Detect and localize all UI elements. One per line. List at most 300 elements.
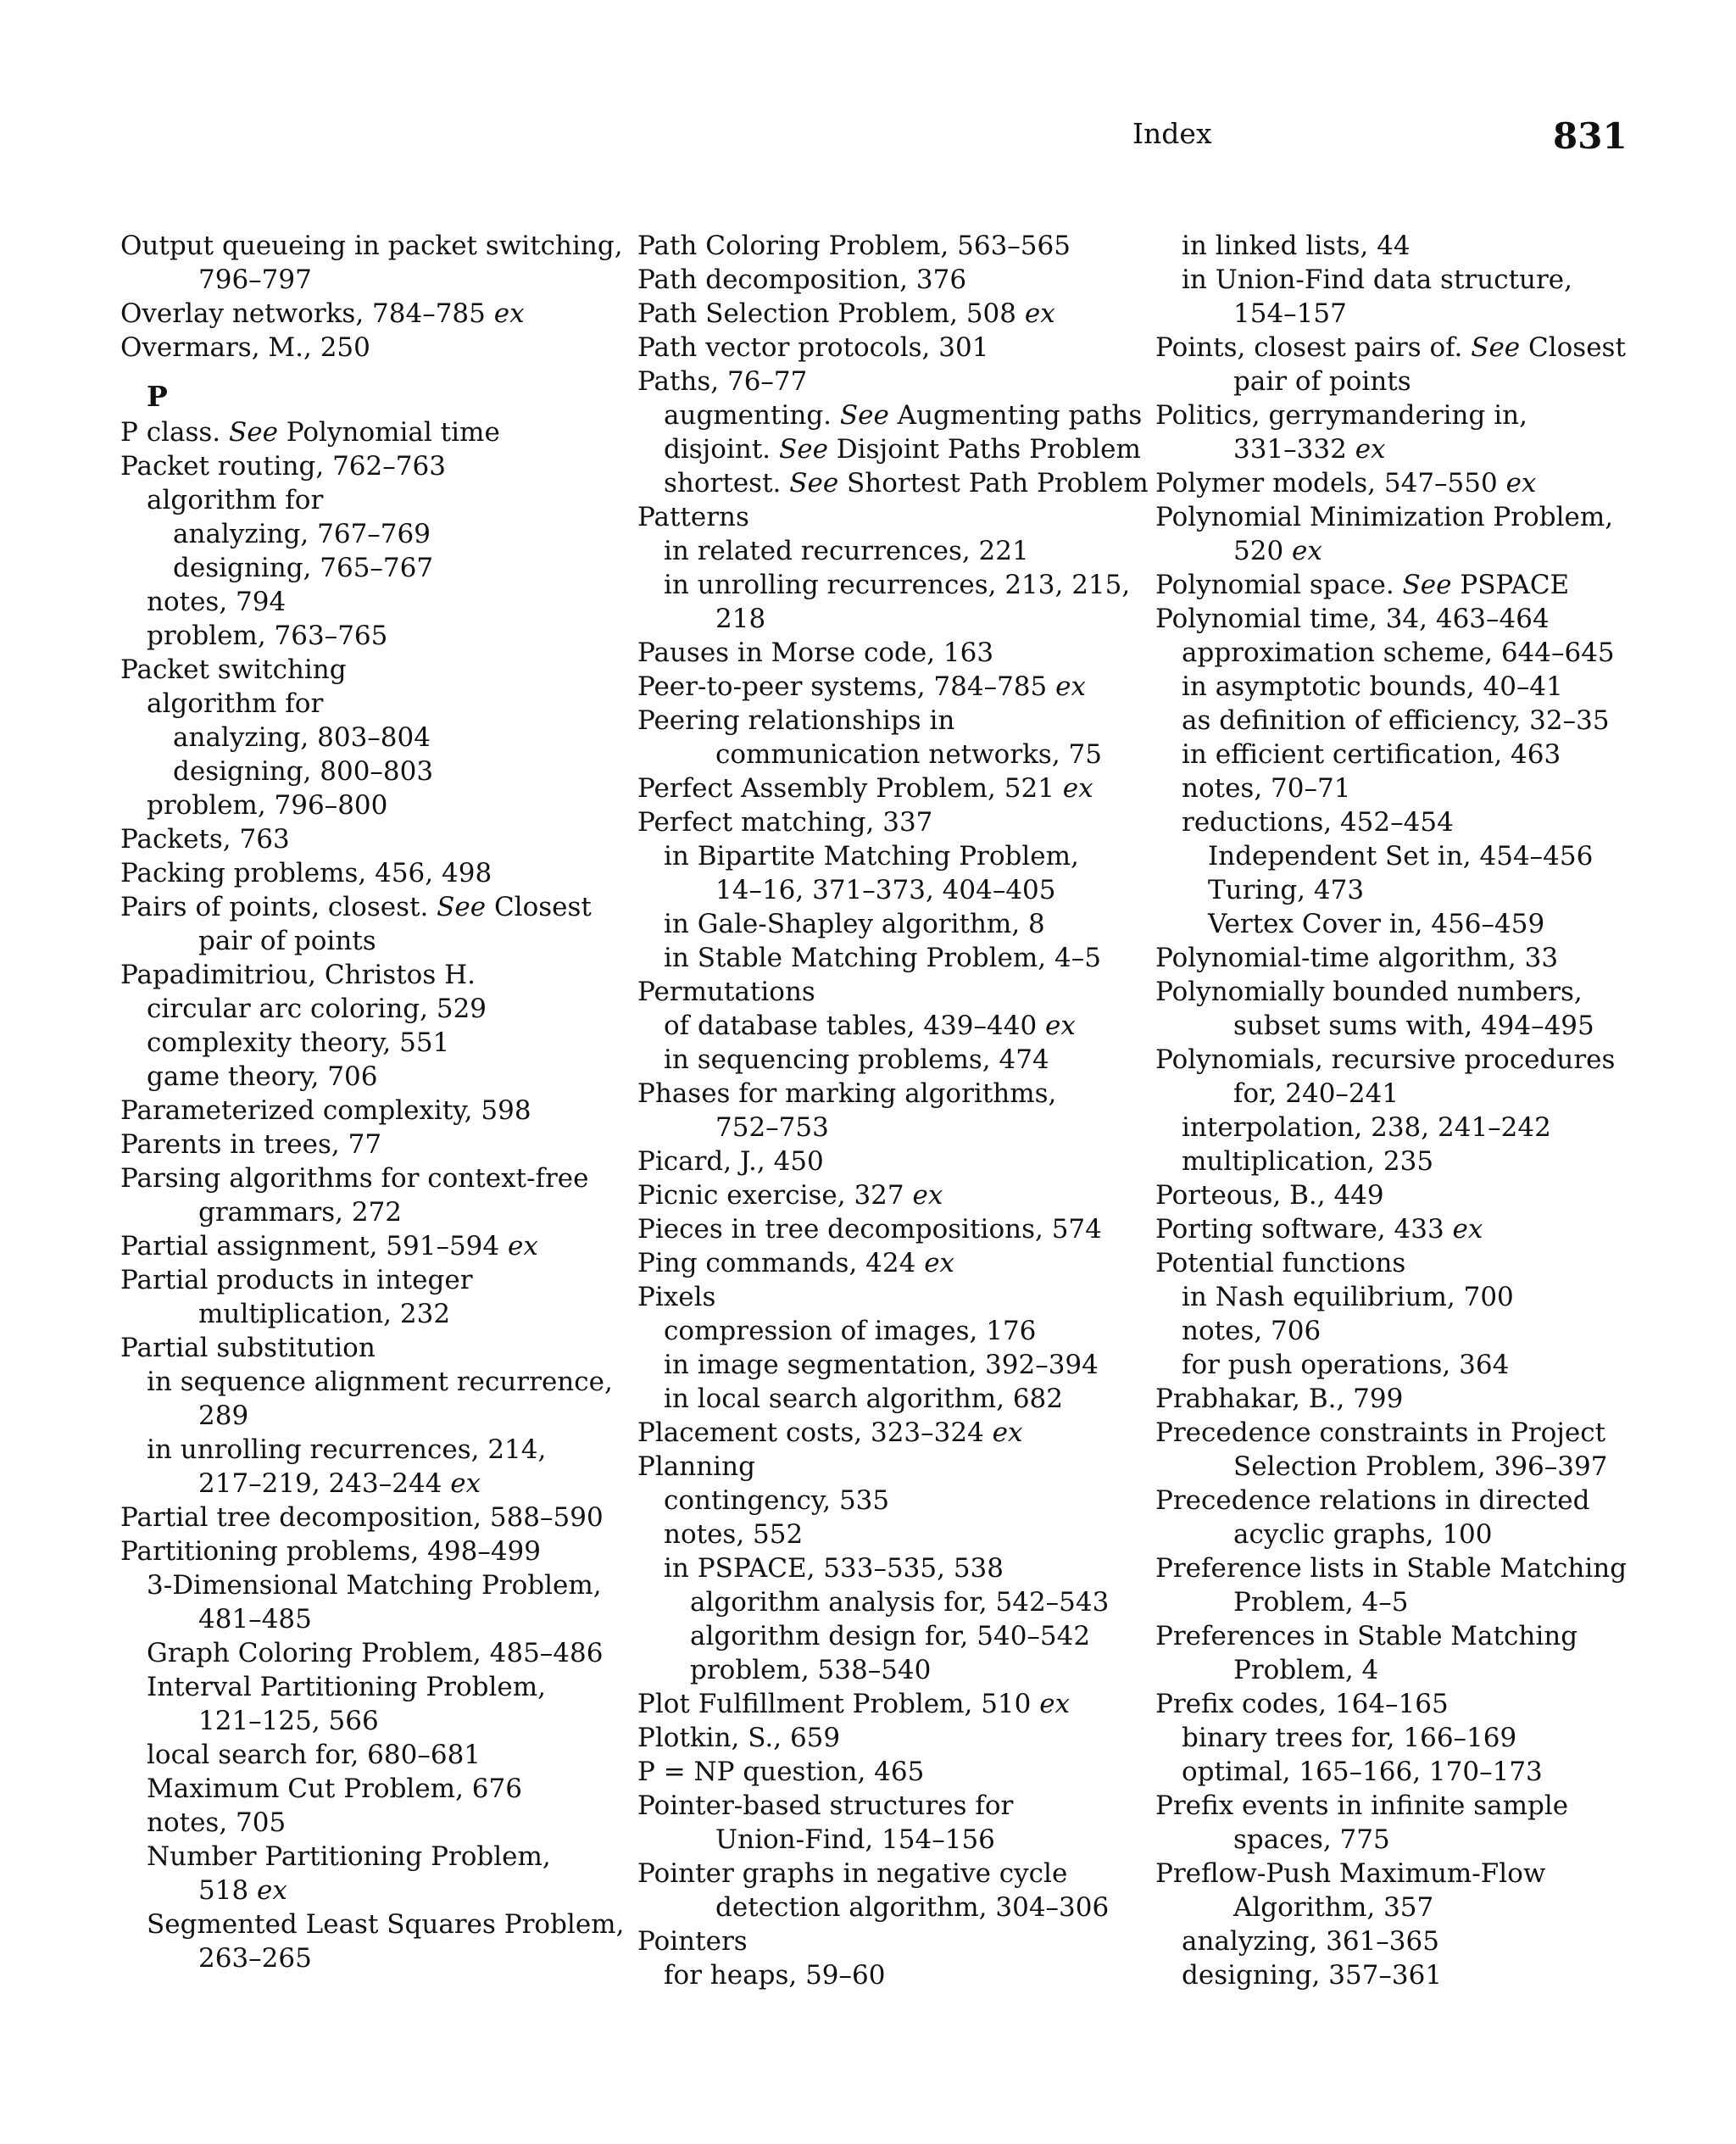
index-entry-continuation bbox=[1155, 1518, 1627, 1551]
entry-text: optimal, 165–166, 170–173 bbox=[1182, 1757, 1543, 1787]
index-subentry bbox=[1155, 1280, 1627, 1314]
entry-text: Parameterized complexity, 598 bbox=[120, 1095, 531, 1126]
entry-text: pair of points bbox=[1233, 366, 1411, 397]
index-entry bbox=[120, 856, 624, 890]
index-subentry bbox=[120, 1026, 624, 1060]
index-entry-continuation bbox=[637, 602, 1149, 636]
index-subentry bbox=[1155, 1755, 1627, 1789]
entry-text: Path Coloring Problem, 563–565 bbox=[637, 231, 1071, 261]
index-entry bbox=[1155, 1687, 1627, 1721]
index-subentry bbox=[1155, 1144, 1627, 1178]
entry-text: in PSPACE, 533–535, 538 bbox=[664, 1553, 1004, 1584]
entry-text: problem, 763–765 bbox=[147, 621, 388, 651]
entry-text: in linked lists, 44 bbox=[1182, 231, 1410, 261]
index-entry bbox=[120, 229, 624, 263]
entry-text: Patterns bbox=[637, 502, 749, 532]
exercise-marker: ex bbox=[1037, 1011, 1076, 1041]
entry-text: Polynomial-time algorithm, 33 bbox=[1155, 943, 1559, 973]
index-entry bbox=[120, 1128, 624, 1161]
index-subentry bbox=[637, 1958, 1149, 1992]
index-entry bbox=[637, 771, 1149, 805]
see-reference: See bbox=[1402, 570, 1452, 600]
index-subentry bbox=[1155, 805, 1627, 839]
index-subentry bbox=[637, 534, 1149, 568]
entry-text: Segmented Least Squares Problem, bbox=[147, 1909, 625, 1940]
index-subentry bbox=[120, 755, 624, 788]
exercise-marker: ex bbox=[442, 1468, 481, 1499]
index-entry bbox=[1155, 1043, 1627, 1077]
running-head: Index bbox=[1132, 117, 1212, 150]
entry-text: acyclic graphs, 100 bbox=[1233, 1519, 1493, 1550]
entry-text: Preferences in Stable Matching bbox=[1155, 1621, 1578, 1651]
index-subentry bbox=[637, 1382, 1149, 1416]
entry-text: subset sums with, 494–495 bbox=[1233, 1011, 1594, 1041]
index-entry bbox=[637, 1077, 1149, 1111]
index-entry-continuation bbox=[637, 873, 1149, 907]
entry-text: Prefix codes, 164–165 bbox=[1155, 1689, 1449, 1719]
index-entry-continuation bbox=[1155, 365, 1627, 398]
index-entry bbox=[120, 1534, 624, 1568]
index-entry bbox=[1155, 1857, 1627, 1891]
index-column-1 bbox=[120, 229, 624, 1975]
index-subentry bbox=[1155, 704, 1627, 738]
entry-text: augmenting. bbox=[664, 400, 840, 431]
entry-text: 481–485 bbox=[198, 1604, 312, 1634]
index-subentry bbox=[120, 1670, 624, 1704]
entry-text: shortest. bbox=[664, 468, 790, 498]
index-entry bbox=[120, 653, 624, 687]
exercise-marker: ex bbox=[485, 298, 525, 329]
index-entry bbox=[637, 1924, 1149, 1958]
index-entry-continuation bbox=[1155, 297, 1627, 331]
index-subentry bbox=[637, 1484, 1149, 1518]
index-entry bbox=[1155, 500, 1627, 534]
entry-text: notes, 706 bbox=[1182, 1316, 1321, 1346]
entry-text: Prabhakar, B., 799 bbox=[1155, 1384, 1404, 1414]
index-entry bbox=[637, 500, 1149, 534]
index-subentry bbox=[120, 992, 624, 1026]
entry-text: Pieces in tree decompositions, 574 bbox=[637, 1214, 1102, 1245]
entry-text: Paths, 76–77 bbox=[637, 366, 808, 397]
index-entry-continuation bbox=[120, 924, 624, 958]
entry-text: designing, 800–803 bbox=[173, 756, 434, 787]
entry-text: designing, 357–361 bbox=[1182, 1960, 1443, 1991]
entry-text: Prefix events in infinite sample bbox=[1155, 1790, 1569, 1821]
entry-text: Potential functions bbox=[1155, 1248, 1406, 1278]
entry-text: for push operations, 364 bbox=[1182, 1350, 1510, 1380]
section-letter-heading bbox=[120, 380, 624, 414]
entry-text: interpolation, 238, 241–242 bbox=[1182, 1112, 1551, 1143]
entry-text: grammars, 272 bbox=[198, 1197, 403, 1228]
index-subentry bbox=[1155, 1924, 1627, 1958]
index-entry-continuation bbox=[1155, 534, 1627, 568]
entry-text: P bbox=[147, 380, 168, 413]
exercise-marker: ex bbox=[1047, 671, 1086, 702]
entry-text: Phases for marking algorithms, bbox=[637, 1078, 1057, 1109]
entry-text: Graph Coloring Problem, 485–486 bbox=[147, 1638, 604, 1668]
index-entry bbox=[637, 1721, 1149, 1755]
entry-text: Partial tree decomposition, 588–590 bbox=[120, 1502, 604, 1533]
entry-text: circular arc coloring, 529 bbox=[147, 994, 487, 1024]
entry-text: Polymer models, 547–550 bbox=[1155, 468, 1498, 498]
exercise-marker: ex bbox=[1031, 1689, 1071, 1719]
index-entry bbox=[120, 449, 624, 483]
index-subentry bbox=[637, 1551, 1149, 1585]
entry-text: Peer-to-peer systems, 784–785 bbox=[637, 671, 1048, 702]
entry-text: for heaps, 59–60 bbox=[664, 1960, 886, 1991]
index-entry bbox=[1155, 975, 1627, 1009]
entry-text: Permutations bbox=[637, 977, 815, 1007]
index-entry bbox=[637, 1789, 1149, 1823]
index-entry-continuation bbox=[1155, 1009, 1627, 1043]
index-entry bbox=[1155, 1484, 1627, 1518]
entry-text: Pointer graphs in negative cycle bbox=[637, 1858, 1068, 1889]
index-entry-continuation bbox=[637, 1891, 1149, 1924]
index-entry bbox=[637, 229, 1149, 263]
index-subentry bbox=[1155, 1314, 1627, 1348]
entry-text: Output queueing in packet switching, bbox=[120, 231, 623, 261]
index-subentry bbox=[120, 1772, 624, 1806]
index-entry bbox=[637, 263, 1149, 297]
index-subentry bbox=[637, 568, 1149, 602]
index-subentry bbox=[120, 721, 624, 755]
index-subentry bbox=[120, 687, 624, 721]
entry-text: complexity theory, 551 bbox=[147, 1027, 450, 1058]
entry-text: analyzing, 767–769 bbox=[173, 519, 431, 549]
entry-text: Porteous, B., 449 bbox=[1155, 1180, 1384, 1211]
index-subentry bbox=[1155, 1111, 1627, 1144]
entry-text: disjoint. bbox=[664, 434, 779, 465]
see-reference: See bbox=[1471, 332, 1521, 363]
exercise-marker: ex bbox=[1346, 434, 1386, 465]
entry-text: in sequencing problems, 474 bbox=[664, 1044, 1049, 1075]
index-entry bbox=[1155, 1178, 1627, 1212]
index-subentry bbox=[1155, 1348, 1627, 1382]
index-entry-continuation bbox=[120, 1467, 624, 1501]
index-subentry bbox=[1155, 1721, 1627, 1755]
index-subentry bbox=[637, 839, 1149, 873]
entry-text: problem, 538–540 bbox=[690, 1655, 932, 1685]
see-reference: See bbox=[437, 892, 487, 922]
index-entry bbox=[1155, 1789, 1627, 1823]
entry-text: for, 240–241 bbox=[1233, 1078, 1399, 1109]
entry-text: 121–125, 566 bbox=[198, 1706, 379, 1736]
index-entry bbox=[637, 704, 1149, 738]
entry-text: Path Selection Problem, 508 bbox=[637, 298, 1017, 329]
index-entry-continuation bbox=[1155, 1823, 1627, 1857]
exercise-marker: ex bbox=[1054, 773, 1093, 804]
entry-text: 14–16, 371–373, 404–405 bbox=[715, 875, 1056, 905]
index-entry bbox=[637, 365, 1149, 398]
entry-text: Pairs of points, closest. bbox=[120, 892, 437, 922]
index-entry-continuation bbox=[120, 1941, 624, 1975]
entry-text: in Stable Matching Problem, 4–5 bbox=[664, 943, 1101, 973]
exercise-marker: ex bbox=[1497, 468, 1537, 498]
index-subentry bbox=[120, 788, 624, 822]
entry-text: 796–797 bbox=[198, 265, 312, 295]
entry-text: Parents in trees, 77 bbox=[120, 1129, 382, 1160]
entry-text: Independent Set in, 454–456 bbox=[1208, 841, 1594, 872]
entry-text: Porting software, 433 bbox=[1155, 1214, 1444, 1245]
entry-text: P class. bbox=[120, 417, 229, 448]
entry-text: Planning bbox=[637, 1451, 755, 1482]
entry-text: Plotkin, S., 659 bbox=[637, 1723, 841, 1753]
entry-text: approximation scheme, 644–645 bbox=[1182, 638, 1615, 668]
index-entry bbox=[1155, 1382, 1627, 1416]
index-subentry bbox=[637, 466, 1149, 500]
index-entry bbox=[120, 822, 624, 856]
index-subentry bbox=[1155, 873, 1627, 907]
entry-text: in Bipartite Matching Problem, bbox=[664, 841, 1079, 872]
entry-text: Problem, 4 bbox=[1233, 1655, 1379, 1685]
exercise-marker: ex bbox=[904, 1180, 943, 1211]
index-entry-continuation bbox=[120, 1297, 624, 1331]
exercise-marker: ex bbox=[915, 1248, 955, 1278]
index-entry-continuation bbox=[120, 1195, 624, 1229]
entry-text: Polynomial space. bbox=[1155, 570, 1403, 600]
entry-text: Politics, gerrymandering in, bbox=[1155, 400, 1527, 431]
index-entry bbox=[637, 636, 1149, 670]
index-column-2 bbox=[637, 229, 1149, 1992]
index-entry bbox=[1155, 1416, 1627, 1450]
see-target: Disjoint Paths Problem bbox=[827, 434, 1141, 465]
index-entry bbox=[120, 1094, 624, 1128]
entry-text: Overmars, M., 250 bbox=[120, 332, 370, 363]
index-subentry bbox=[120, 1060, 624, 1094]
index-entry bbox=[637, 1280, 1149, 1314]
index-entry bbox=[1155, 568, 1627, 602]
entry-text: Pixels bbox=[637, 1282, 716, 1312]
index-subentry bbox=[637, 398, 1149, 432]
entry-text: Path decomposition, 376 bbox=[637, 265, 967, 295]
entry-text: Parsing algorithms for context-free bbox=[120, 1163, 589, 1194]
index-entry bbox=[637, 1755, 1149, 1789]
index-entry bbox=[120, 890, 624, 924]
entry-text: Pauses in Morse code, 163 bbox=[637, 638, 994, 668]
entry-text: in unrolling recurrences, 214, bbox=[147, 1434, 547, 1465]
entry-text: Polynomial time, 34, 463–464 bbox=[1155, 604, 1550, 634]
exercise-marker: ex bbox=[248, 1875, 287, 1906]
index-subentry bbox=[120, 1365, 624, 1399]
entry-text: algorithm for bbox=[147, 485, 324, 515]
index-subentry bbox=[1155, 636, 1627, 670]
entry-text: contingency, 535 bbox=[664, 1485, 890, 1516]
index-entry bbox=[1155, 941, 1627, 975]
index-entry-continuation bbox=[1155, 1450, 1627, 1484]
entry-text: Number Partitioning Problem, bbox=[147, 1841, 551, 1872]
see-target: Polynomial time bbox=[277, 417, 500, 448]
index-entry bbox=[637, 1687, 1149, 1721]
index-entry bbox=[637, 1857, 1149, 1891]
entry-text: Polynomial Minimization Problem, bbox=[1155, 502, 1614, 532]
entry-text: Points, closest pairs of. bbox=[1155, 332, 1472, 363]
entry-text: multiplication, 235 bbox=[1182, 1146, 1434, 1177]
entry-text: Vertex Cover in, 456–459 bbox=[1208, 909, 1545, 939]
entry-text: of database tables, 439–440 bbox=[664, 1011, 1038, 1041]
entry-text: in Nash equilibrium, 700 bbox=[1182, 1282, 1514, 1312]
index-entry-continuation bbox=[1155, 1891, 1627, 1924]
exercise-marker: ex bbox=[1444, 1214, 1483, 1245]
entry-text: analyzing, 803–804 bbox=[173, 722, 431, 753]
index-entry bbox=[120, 415, 624, 449]
see-reference: See bbox=[839, 400, 889, 431]
entry-text: Precedence constraints in Project bbox=[1155, 1417, 1606, 1448]
entry-text: in Union-Find data structure, bbox=[1182, 265, 1573, 295]
entry-text: Perfect Assembly Problem, 521 bbox=[637, 773, 1054, 804]
entry-text: 518 bbox=[198, 1875, 249, 1906]
entry-text: in sequence alignment recurrence, bbox=[147, 1367, 613, 1397]
entry-text: Preference lists in Stable Matching bbox=[1155, 1553, 1628, 1584]
entry-text: Picnic exercise, 327 bbox=[637, 1180, 904, 1211]
index-entry bbox=[637, 1144, 1149, 1178]
exercise-marker: ex bbox=[1283, 536, 1322, 566]
index-subentry bbox=[1155, 907, 1627, 941]
see-target: Shortest Path Problem bbox=[838, 468, 1149, 498]
entry-text: binary trees for, 166–169 bbox=[1182, 1723, 1517, 1753]
index-entry bbox=[1155, 398, 1627, 432]
index-entry-continuation bbox=[120, 263, 624, 297]
see-reference: See bbox=[789, 468, 839, 498]
index-entry bbox=[637, 1212, 1149, 1246]
see-reference: See bbox=[779, 434, 828, 465]
entry-text: Interval Partitioning Problem, bbox=[147, 1672, 547, 1702]
entry-text: algorithm for bbox=[147, 688, 324, 719]
index-subentry bbox=[120, 619, 624, 653]
index-entry bbox=[1155, 1212, 1627, 1246]
entry-text: Papadimitriou, Christos H. bbox=[120, 960, 476, 990]
index-subentry bbox=[637, 1314, 1149, 1348]
index-entry-continuation bbox=[637, 1823, 1149, 1857]
index-subentry bbox=[637, 1653, 1149, 1687]
entry-text: Pointer-based structures for bbox=[637, 1790, 1014, 1821]
entry-text: in asymptotic bounds, 40–41 bbox=[1182, 671, 1563, 702]
index-entry bbox=[637, 331, 1149, 365]
entry-text: Union-Find, 154–156 bbox=[715, 1824, 995, 1855]
entry-text: algorithm design for, 540–542 bbox=[690, 1621, 1091, 1651]
entry-text: in image segmentation, 392–394 bbox=[664, 1350, 1099, 1380]
entry-text: Maximum Cut Problem, 676 bbox=[147, 1774, 522, 1804]
entry-text: 752–753 bbox=[715, 1112, 829, 1143]
entry-text: local search for, 680–681 bbox=[147, 1740, 481, 1770]
index-subentry bbox=[120, 1636, 624, 1670]
index-subentry bbox=[1155, 771, 1627, 805]
index-entry bbox=[120, 1161, 624, 1195]
entry-text: pair of points bbox=[198, 926, 376, 956]
see-target: Closest bbox=[486, 892, 592, 922]
entry-text: Peering relationships in bbox=[637, 705, 955, 736]
page-number: 831 bbox=[1553, 115, 1628, 157]
entry-text: problem, 796–800 bbox=[147, 790, 388, 821]
index-subentry bbox=[120, 551, 624, 585]
index-entry bbox=[637, 670, 1149, 704]
index-subentry bbox=[637, 1348, 1149, 1382]
index-subentry bbox=[120, 1738, 624, 1772]
entry-text: communication networks, 75 bbox=[715, 739, 1102, 770]
entry-text: as definition of efficiency, 32–35 bbox=[1182, 705, 1610, 736]
index-subentry bbox=[637, 1043, 1149, 1077]
entry-text: Partial products in integer bbox=[120, 1265, 473, 1295]
entry-text: notes, 552 bbox=[664, 1519, 804, 1550]
see-reference: See bbox=[229, 417, 278, 448]
index-entry bbox=[637, 805, 1149, 839]
index-entry-continuation bbox=[120, 1874, 624, 1907]
exercise-marker: ex bbox=[499, 1231, 538, 1261]
index-entry bbox=[120, 1229, 624, 1263]
entry-text: notes, 794 bbox=[147, 587, 287, 617]
index-subentry bbox=[1155, 1958, 1627, 1992]
entry-text: in unrolling recurrences, 213, 215, bbox=[664, 570, 1131, 600]
index-subentry bbox=[1155, 229, 1627, 263]
entry-text: Polynomially bounded numbers, bbox=[1155, 977, 1583, 1007]
see-target: Augmenting paths bbox=[888, 400, 1143, 431]
index-subentry bbox=[637, 1619, 1149, 1653]
entry-text: 263–265 bbox=[198, 1943, 312, 1974]
index-entry bbox=[120, 1501, 624, 1534]
index-subentry bbox=[120, 517, 624, 551]
index-entry bbox=[637, 975, 1149, 1009]
index-subentry bbox=[637, 1518, 1149, 1551]
index-entry bbox=[1155, 466, 1627, 500]
index-entry-continuation bbox=[1155, 1585, 1627, 1619]
entry-text: Path vector protocols, 301 bbox=[637, 332, 989, 363]
entry-text: multiplication, 232 bbox=[198, 1299, 451, 1329]
index-subentry bbox=[1155, 670, 1627, 704]
index-subentry bbox=[120, 483, 624, 517]
entry-text: 520 bbox=[1233, 536, 1284, 566]
index-entry bbox=[1155, 331, 1627, 365]
entry-text: Packets, 763 bbox=[120, 824, 290, 855]
entry-text: 217–219, 243–244 bbox=[198, 1468, 442, 1499]
entry-text: reductions, 452–454 bbox=[1182, 807, 1454, 838]
index-subentry bbox=[1155, 738, 1627, 771]
entry-text: Placement costs, 323–324 bbox=[637, 1417, 984, 1448]
index-entry-continuation bbox=[1155, 432, 1627, 466]
entry-text: designing, 765–767 bbox=[173, 553, 434, 583]
entry-text: Partial assignment, 591–594 bbox=[120, 1231, 500, 1261]
index-entry bbox=[637, 1450, 1149, 1484]
entry-text: P = NP question, 465 bbox=[637, 1757, 925, 1787]
index-entry bbox=[637, 1178, 1149, 1212]
index-entry bbox=[637, 297, 1149, 331]
index-entry-continuation bbox=[637, 1111, 1149, 1144]
index-entry bbox=[1155, 1551, 1627, 1585]
index-entry-continuation bbox=[120, 1602, 624, 1636]
entry-text: in related recurrences, 221 bbox=[664, 536, 1029, 566]
index-subentry bbox=[637, 1009, 1149, 1043]
entry-text: Selection Problem, 396–397 bbox=[1233, 1451, 1608, 1482]
index-subentry bbox=[120, 1840, 624, 1874]
entry-text: Turing, 473 bbox=[1208, 875, 1365, 905]
index-subentry bbox=[637, 432, 1149, 466]
index-subentry bbox=[120, 585, 624, 619]
entry-text: Precedence relations in directed bbox=[1155, 1485, 1590, 1516]
index-entry bbox=[637, 1246, 1149, 1280]
index-entry-continuation bbox=[120, 1704, 624, 1738]
index-entry bbox=[1155, 602, 1627, 636]
index-entry-continuation bbox=[1155, 1653, 1627, 1687]
entry-text: notes, 705 bbox=[147, 1807, 287, 1838]
index-entry-continuation bbox=[1155, 1077, 1627, 1111]
entry-text: Problem, 4–5 bbox=[1233, 1587, 1409, 1618]
entry-text: detection algorithm, 304–306 bbox=[715, 1892, 1110, 1923]
index-entry-continuation bbox=[637, 738, 1149, 771]
exercise-marker: ex bbox=[983, 1417, 1023, 1448]
see-target: Closest bbox=[1520, 332, 1626, 363]
index-subentry bbox=[637, 907, 1149, 941]
entry-text: Packet routing, 762–763 bbox=[120, 451, 446, 482]
index-subentry bbox=[120, 1907, 624, 1941]
entry-text: analyzing, 361–365 bbox=[1182, 1926, 1439, 1957]
